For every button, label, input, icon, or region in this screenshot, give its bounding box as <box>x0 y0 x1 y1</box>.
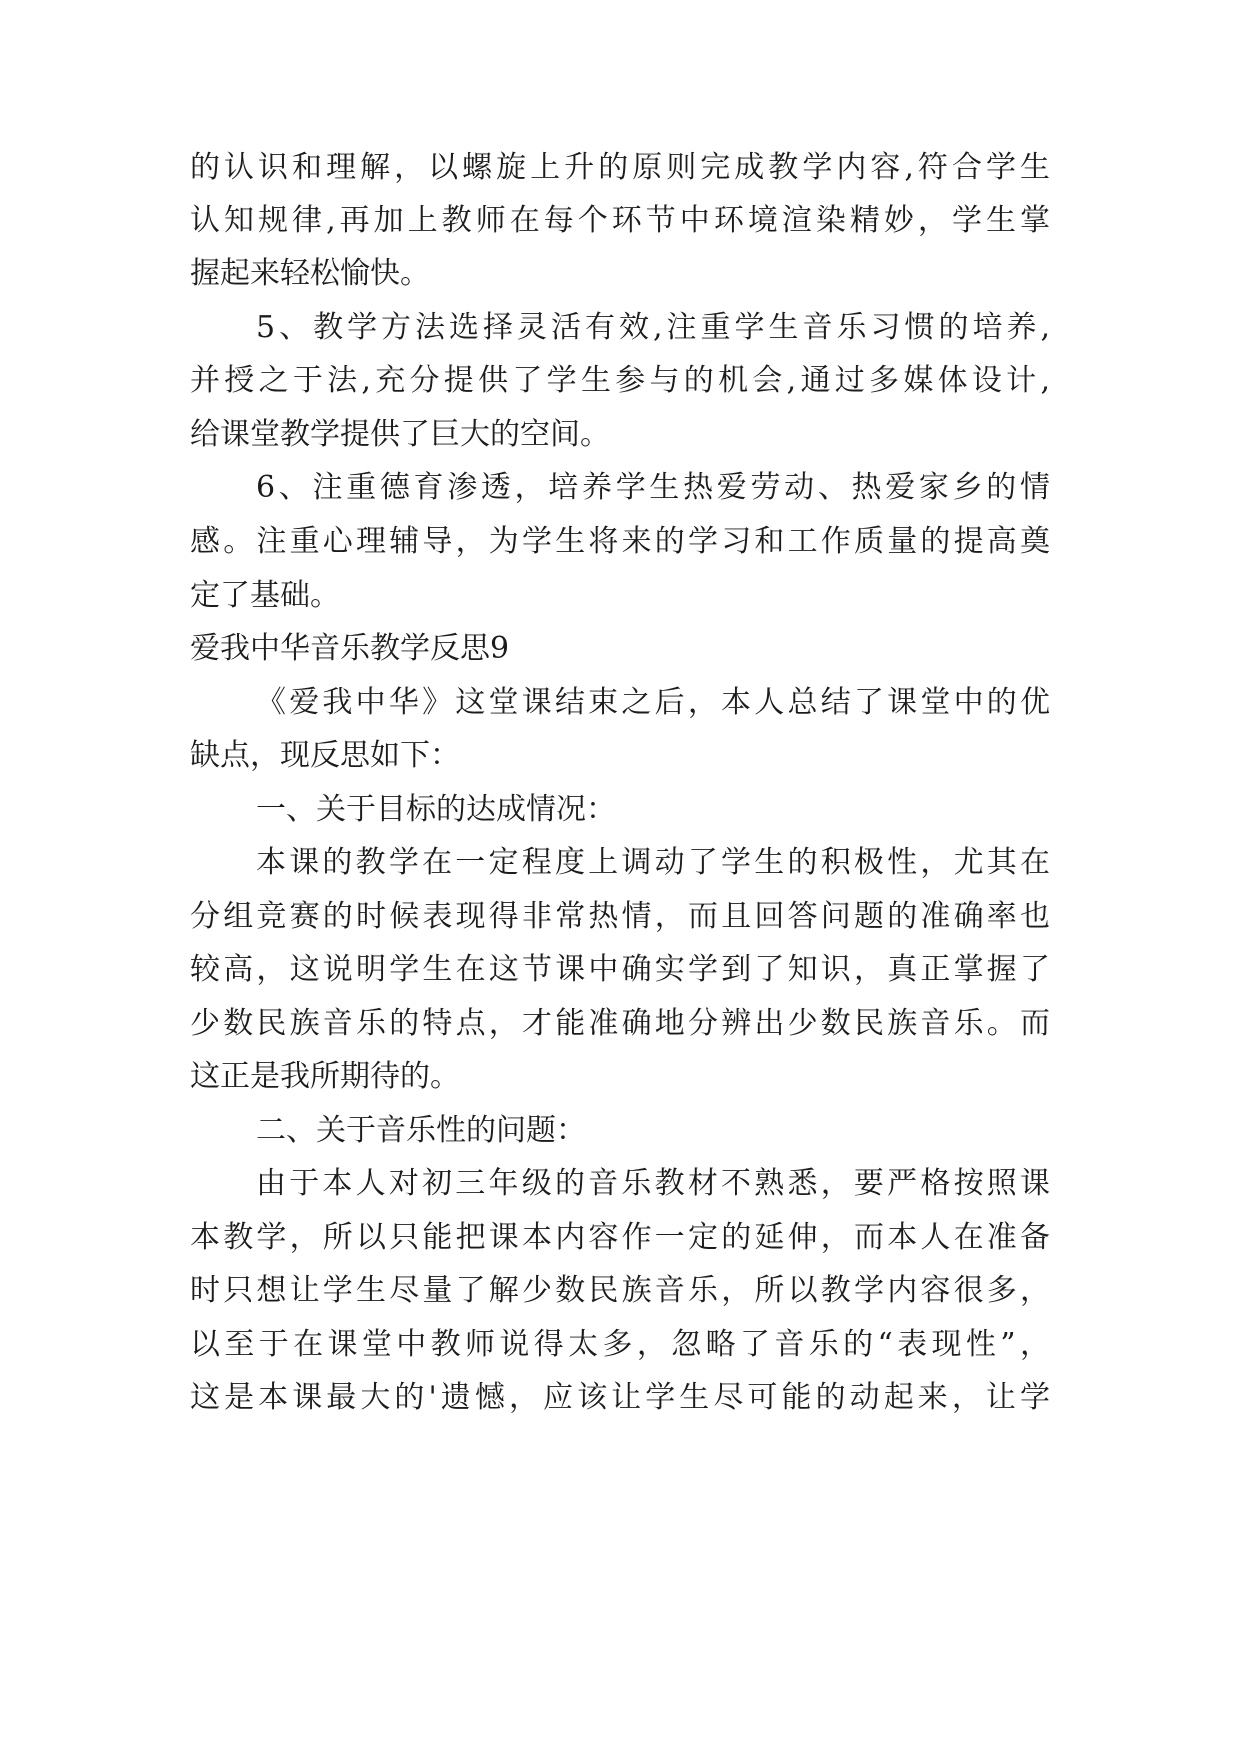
text-line: 由于本人对初三年级的音乐教材不熟悉，要严格按照课 <box>256 1166 1050 1201</box>
section-heading: 爱我中华音乐教学反思9 <box>190 631 510 666</box>
text-line: 定了基础。 <box>190 578 340 613</box>
text-line: 这是本课最大的'遗憾，应该让学生尽可能的动起来，让学 <box>190 1380 1050 1415</box>
subheading: 一、关于目标的达成情况： <box>256 792 616 827</box>
text-line: 缺点，现反思如下： <box>190 738 460 773</box>
text-line: 这正是我所期待的。 <box>190 1059 460 1094</box>
text-line: 5、教学方法选择灵活有效,注重学生音乐习惯的培养, <box>256 310 1050 345</box>
text-line: 认知规律,再加上教师在每个环节中环境渲染精妙，学生掌 <box>190 203 1050 238</box>
text-line: 的认识和理解，以螺旋上升的原则完成教学内容,符合学生 <box>190 150 1050 185</box>
text-line: 6、注重德育渗透，培养学生热爱劳动、热爱家乡的情 <box>256 470 1050 505</box>
text-line: 感。注重心理辅导，为学生将来的学习和工作质量的提高奠 <box>190 524 1050 559</box>
text-line: 并授之于法,充分提供了学生参与的机会,通过多媒体设计, <box>190 363 1050 398</box>
text-line: 时只想让学生尽量了解少数民族音乐，所以教学内容很多， <box>190 1273 1050 1308</box>
text-line: 《爱我中华》这堂课结束之后，本人总结了课堂中的优 <box>256 685 1050 720</box>
text-line: 较高，这说明学生在这节课中确实学到了知识，真正掌握了 <box>190 952 1050 987</box>
text-line: 本教学，所以只能把课本内容作一定的延伸，而本人在准备 <box>190 1220 1050 1255</box>
text-line: 给课堂教学提供了巨大的空间。 <box>190 417 610 452</box>
text-line: 分组竞赛的时候表现得非常热情，而且回答问题的准确率也 <box>190 899 1050 934</box>
text-line: 握起来轻松愉快。 <box>190 256 430 291</box>
text-line: 以至于在课堂中教师说得太多，忽略了音乐的“表现性”， <box>190 1327 1050 1362</box>
subheading: 二、关于音乐性的问题： <box>256 1113 586 1148</box>
text-line: 本课的教学在一定程度上调动了学生的积极性，尤其在 <box>256 845 1050 880</box>
text-line: 少数民族音乐的特点，才能准确地分辨出少数民族音乐。而 <box>190 1006 1050 1041</box>
